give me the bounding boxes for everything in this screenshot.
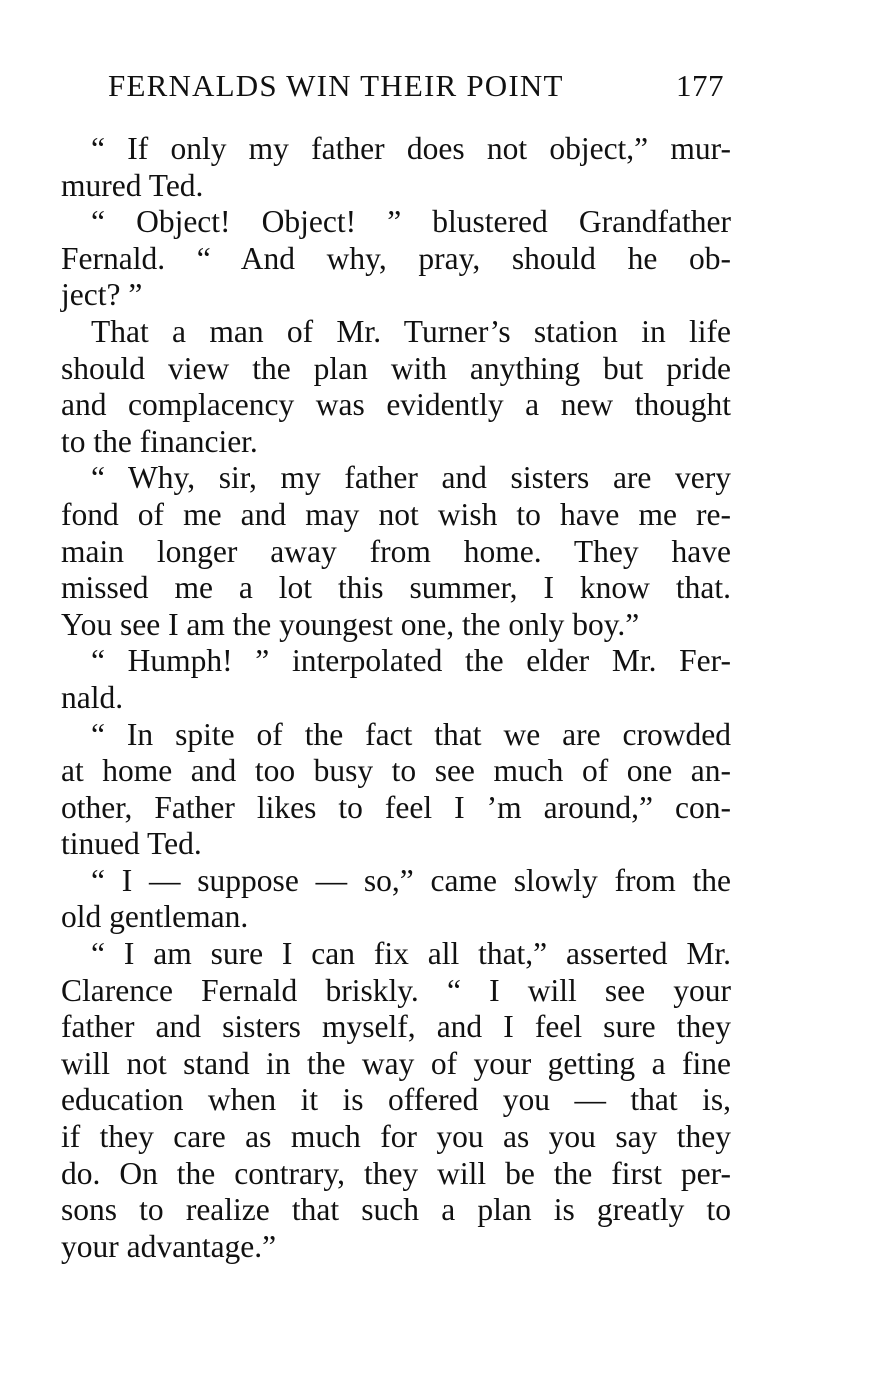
text-line: should view the plan with anything but pride [61, 350, 731, 386]
text-line: at home and too busy to see much of one an- [61, 753, 731, 789]
text-line: That a man of Mr. Turner’s station in life [91, 313, 731, 349]
text-line: You see I am the youngest one, the only boy.” [61, 606, 640, 642]
text-line: “ If only my father does not object,” mur- [91, 131, 731, 166]
text-line: do. On the contrary, they will be the first per- [61, 1155, 731, 1191]
text-line: fond of me and may not wish to have me re- [61, 496, 731, 532]
text-line: ject? ” [61, 277, 143, 313]
text-line: Clarence Fernald briskly. “ I will see your [61, 972, 731, 1008]
text-line: old gentleman. [61, 899, 249, 935]
text-line: main longer away from home. They have [61, 533, 731, 569]
text-line: and complacency was evidently a new thought [61, 387, 731, 423]
text-line: “ Humph! ” interpolated the elder Mr. Fer- [91, 643, 731, 679]
text-line: to the financier. [61, 423, 258, 459]
body-text [61, 131, 731, 1265]
text-line: missed me a lot this summer, I know that. [61, 570, 731, 606]
text-line: “ I am sure I can fix all that,” asserted Mr. [91, 936, 731, 972]
text-line: father and sisters myself, and I feel sure they [61, 1009, 731, 1045]
text-line: “ Why, sir, my father and sisters are very [91, 460, 731, 496]
text-line: other, Father likes to feel I ’m around,” con- [61, 789, 731, 825]
text-line: if they care as much for you as you say they [61, 1119, 731, 1155]
text-line: “ In spite of the fact that we are crowded [91, 716, 731, 752]
text-line: nald. [61, 679, 124, 715]
page-number: 177 [676, 68, 724, 103]
text-line: your advantage.” [61, 1228, 277, 1264]
running-head [108, 68, 724, 108]
text-line: tinued Ted. [61, 826, 202, 862]
running-head-title: FERNALDS WIN THEIR POINT [108, 68, 564, 103]
text-line: Fernald. “ And why, pray, should he ob- [61, 240, 731, 276]
text-line: mured Ted. [61, 167, 204, 203]
text-line: “ Object! Object! ” blustered Grandfather [91, 204, 731, 240]
text-line: “ I — suppose — so,” came slowly from the [91, 862, 731, 898]
text-line: will not stand in the way of your getting a fine [61, 1045, 731, 1081]
text-line: education when it is offered you — that is, [61, 1082, 731, 1118]
text-line: sons to realize that such a plan is greatly to [61, 1192, 731, 1228]
